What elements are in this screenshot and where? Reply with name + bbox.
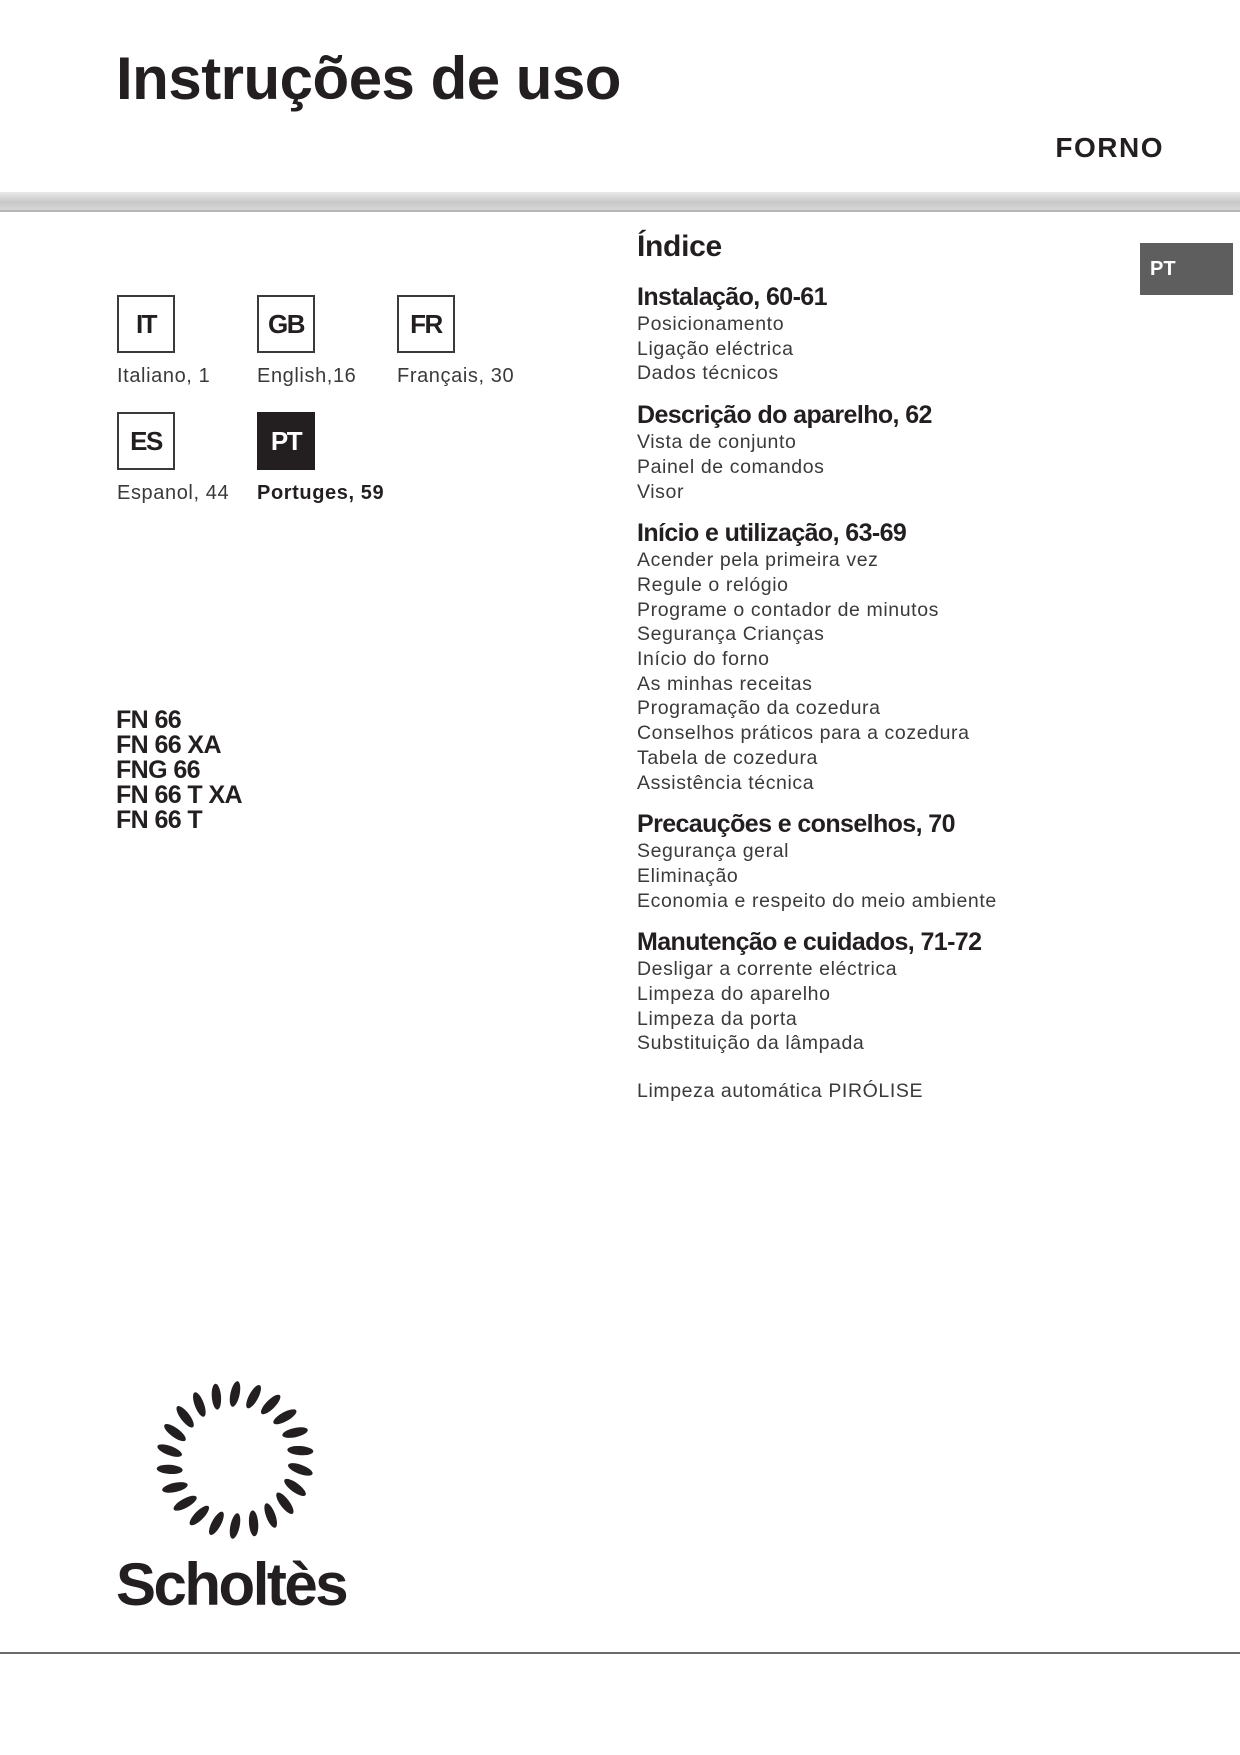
toc-section-precautions — [637, 809, 1097, 913]
sun-ray — [190, 1391, 208, 1419]
toc-item[interactable]: Ligação eléctrica — [637, 337, 794, 360]
toc-section-description — [637, 400, 1097, 504]
toc-item[interactable]: Dados técnicos — [637, 362, 779, 385]
lang-box-gb[interactable]: GB — [257, 295, 315, 353]
toc-section-maintenance — [637, 927, 1097, 1056]
toc-item-pyrolysis[interactable]: Limpeza automática PIRÓLISE — [637, 1080, 924, 1103]
toc-item[interactable]: Posicionamento — [637, 313, 785, 335]
toc-item[interactable]: Vista de conjunto — [637, 431, 797, 454]
sun-ray — [248, 1510, 259, 1537]
toc-item[interactable]: Painel de comandos — [637, 455, 825, 478]
lang-label-fr[interactable]: Français, 30 — [397, 365, 515, 387]
toc-item[interactable]: Limpeza da porta — [637, 1007, 798, 1030]
sun-ray — [161, 1480, 188, 1495]
lang-label-it[interactable]: Italiano, 1 — [117, 365, 211, 387]
toc-section-title[interactable]: Precauções e conselhos, 70 — [637, 810, 955, 839]
sun-ray — [282, 1476, 308, 1499]
model-name: FN 66 XA — [116, 731, 221, 759]
sun-ray — [287, 1461, 315, 1479]
lang-box-es[interactable]: ES — [117, 412, 175, 470]
sun-ray — [156, 1464, 183, 1475]
toc-section-installation — [637, 282, 1097, 386]
footer-divider — [0, 1652, 1240, 1654]
lang-label-es[interactable]: Espanol, 44 — [117, 482, 230, 504]
lang-box-it[interactable]: IT — [117, 295, 175, 353]
toc-item[interactable]: Conselhos práticos para a cozedura — [637, 722, 970, 745]
page-title: Instruções de uso — [116, 45, 621, 112]
product-type: FORNO — [1055, 132, 1164, 163]
toc-item[interactable]: Economia e respeito do meio ambiente — [637, 889, 997, 912]
toc-section-title[interactable]: Manutenção e cuidados, 71-72 — [637, 928, 982, 957]
sun-icon — [145, 1370, 325, 1550]
sun-ray — [287, 1445, 314, 1456]
model-name: FN 66 T — [116, 806, 203, 834]
toc-item[interactable]: Limpeza do aparelho — [637, 983, 831, 1006]
table-of-contents — [637, 230, 1097, 1103]
toc-item[interactable]: Regule o relógio — [637, 573, 789, 596]
lang-label-pt[interactable]: Portuges, 59 — [257, 482, 385, 504]
toc-item[interactable]: As minhas receitas — [637, 672, 813, 695]
brand-logo: Scholtès — [116, 1551, 347, 1618]
model-name: FN 66 — [116, 706, 182, 734]
toc-item[interactable]: Programação da cozedura — [637, 697, 881, 720]
toc-item[interactable]: Assistência técnica — [637, 771, 815, 794]
sun-ray — [162, 1421, 188, 1444]
sun-ray — [243, 1383, 263, 1410]
toc-section-start-use — [637, 518, 1097, 795]
sun-ray — [174, 1404, 197, 1430]
model-list — [116, 708, 242, 833]
toc-item[interactable]: Desligar a corrente eléctrica — [637, 958, 898, 981]
language-tab: PT — [1140, 243, 1233, 295]
sun-ray — [206, 1510, 226, 1537]
model-name: FN 66 T XA — [116, 781, 242, 809]
toc-item[interactable]: Acender pela primeira vez — [637, 549, 879, 572]
sun-ray — [228, 1512, 242, 1539]
sun-ray — [258, 1392, 283, 1417]
toc-item[interactable]: Início do forno — [637, 648, 770, 671]
sun-ray — [156, 1442, 184, 1460]
sun-ray — [172, 1493, 199, 1514]
toc-heading: Índice — [637, 230, 722, 263]
sun-ray — [281, 1425, 308, 1440]
lang-box-pt[interactable]: PT — [257, 412, 315, 470]
toc-item[interactable]: Eliminação — [637, 864, 739, 887]
sun-ray — [228, 1380, 242, 1407]
toc-section-title[interactable]: Início e utilização, 63-69 — [637, 519, 907, 548]
toc-item[interactable]: Segurança geral — [637, 840, 790, 863]
toc-section-title[interactable]: Descrição do aparelho, 62 — [637, 401, 932, 430]
toc-item[interactable]: Programe o contador de minutos — [637, 598, 939, 621]
lang-box-fr[interactable]: FR — [397, 295, 455, 353]
sun-ray — [187, 1503, 212, 1528]
sun-ray — [262, 1502, 280, 1530]
sun-ray — [271, 1406, 298, 1427]
header-divider — [0, 192, 1240, 212]
toc-section-title[interactable]: Instalação, 60-61 — [637, 283, 827, 311]
model-name: FNG 66 — [116, 756, 200, 784]
lang-label-gb[interactable]: English,16 — [257, 365, 357, 387]
toc-item[interactable]: Tabela de cozedura — [637, 746, 819, 769]
sun-ray — [273, 1490, 296, 1516]
toc-item[interactable]: Segurança Crianças — [637, 623, 825, 646]
sun-ray — [211, 1383, 222, 1410]
toc-item[interactable]: Substituição da lâmpada — [637, 1032, 865, 1055]
toc-item[interactable]: Visor — [637, 480, 685, 503]
